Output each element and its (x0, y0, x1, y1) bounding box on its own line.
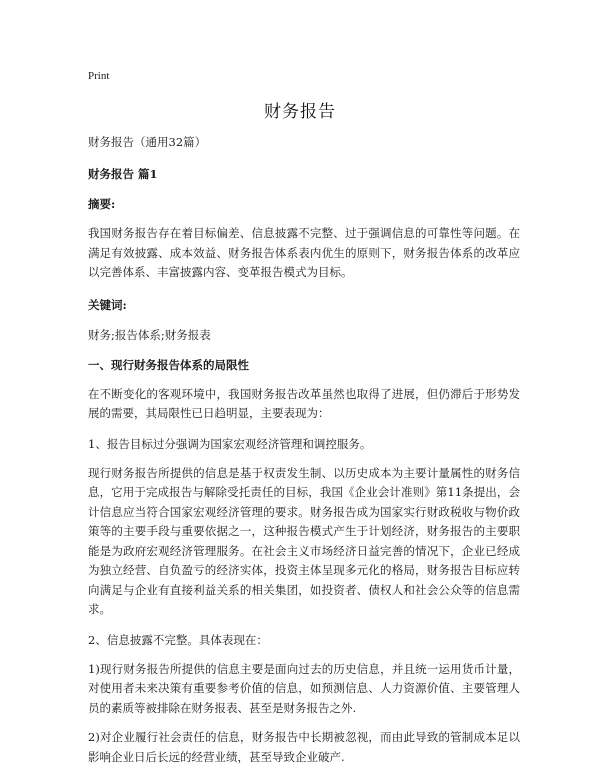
point1-heading: 1、报告目标过分强调为国家宏观经济管理和调控服务。 (88, 436, 372, 451)
point2-heading: 2、信息披露不完整。具体表现在： (88, 632, 268, 647)
abstract-paragraph: 我国财务报告存在着目标偏差、信息披露不完整、过于强调信息的可靠性等问题。在满足有效披露、成本效益、财务报告体系表内优生的原则下，财务报告体系的改革应以完善体系、丰富披露内容、变革报告模式为目标。 (88, 226, 520, 279)
part1-intro-paragraph: 在不断变化的客观环境中，我国财务报告改革虽然也取得了进展，但仍滞后于形势发展的需要，其局限性已日趋明显，主要表现为： (88, 386, 520, 420)
document-body (88, 132, 520, 767)
part1-heading: 一、现行财务报告体系的局限性 (88, 357, 249, 372)
point1-paragraph: 现行财务报告所提供的信息是基于权责发生制、以历史成本为主要计量属性的财务信息，它用于完成报告与解除受托责任的目标，我国《企业会计准则》第11条提出，会计信息应当符合国家宏观经济管理的要求。财务报告成为国家实行财政税收与物价政策等的主要手段与重要依据之一，这种报告模式产生于计划经济，财务报告的主要职能是为政府宏观经济管理服务。在社会主义市场经济日益完善的情况下，企业已经成为独立经营、自负盈亏的经济实体，投资主体呈现多元化的格局，财务报告目标应转向满足与企业有直接利益关系的相关集团，如投资者、债权人和社会公众等的信息需求。 (88, 465, 520, 616)
point2-item2-paragraph: 2)对企业履行社会责任的信息，财务报告中长期被忽视，而由此导致的管制成本足以影响企业日后长远的经营业绩，甚至导致企业破产. (88, 730, 520, 764)
document-subtitle: 财务报告（通用32篇） (88, 135, 207, 149)
keywords-text: 财务;报告体系;财务报表 (88, 327, 211, 342)
print-label: Print (88, 70, 110, 82)
point2-item1-paragraph: 1)现行财务报告所提供的信息主要是面向过去的历史信息，并且统一运用货币计量，对使用者未来决策有重要参考价值的信息，如预测信息、人力资源价值、主要管理人员的素质等被排除在财务报表、甚至是财务报告之外. (88, 661, 520, 715)
keywords-heading: 关键词: (88, 297, 127, 312)
section-title: 财务报告 篇1 (88, 167, 158, 181)
page-title: 财务报告 (264, 102, 336, 122)
abstract-heading: 摘要: (88, 197, 116, 211)
